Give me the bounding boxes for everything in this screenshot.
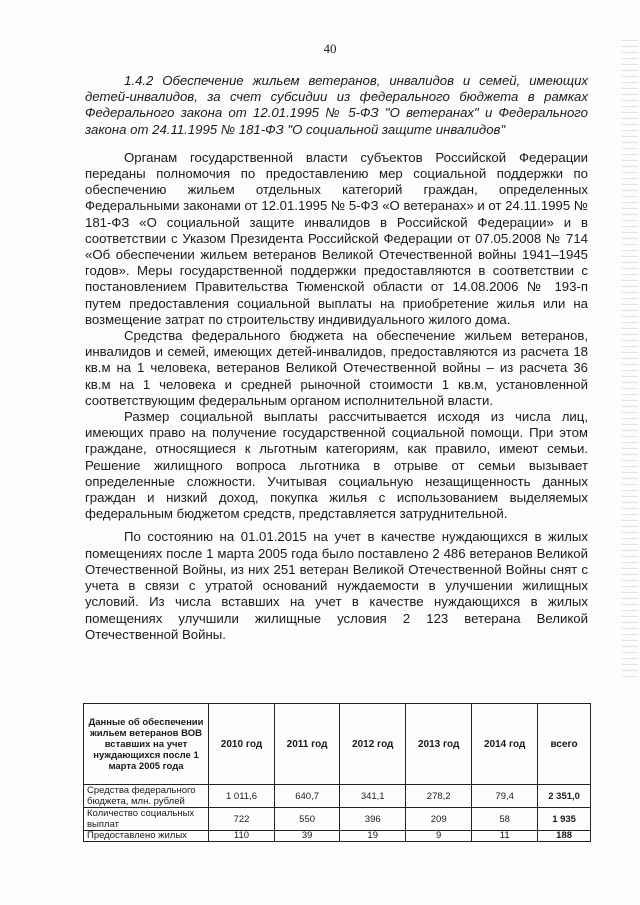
table-row	[84, 831, 591, 842]
column-header: 2013 год	[406, 704, 472, 785]
paragraph-4: По состоянию на 01.01.2015 на учет в качестве нуждающихся в жилых помещениях после 1 марта 2005 года было поставлено 2 486 ветеранов Великой Отечественной Войны, из них 251 ветеран Великой Отечественной Войны снят с учета в связи с утратой оснований нуждаемости в улучшении жилищных условий. Из числа вставших на учет в качестве нуждающихся в жилых помещениях улучшили жилищные условия 2 123 ветерана Великой Отечественной Войны.	[85, 529, 588, 642]
column-header: 2012 год	[340, 704, 406, 785]
table-header-label: Данные об обеспечении жильем ветеранов ВОВ вставших на учет нуждающихся после 1 марта 2005 года	[84, 704, 209, 785]
row-label: Предоставлено жилых	[84, 831, 209, 842]
table-row	[84, 785, 591, 808]
table-cell: 11	[472, 831, 538, 842]
table-cell: 550	[274, 808, 339, 831]
table-cell: 79,4	[472, 785, 538, 808]
column-header: 2010 год	[209, 704, 275, 785]
page-number: 40	[323, 41, 337, 56]
document-body	[85, 73, 588, 643]
table-cell-total: 1 935	[538, 808, 591, 831]
table-cell: 19	[340, 831, 406, 842]
table-cell-total: 188	[538, 831, 591, 842]
row-label: Средства федерального бюджета, млн. рублей	[84, 785, 209, 808]
paragraph-2: Средства федерального бюджета на обеспечение жильем ветеранов, инвалидов и семей, имеющих детей-инвалидов, предоставляются из расчета 18 кв.м на 1 человека, ветеранов Великой Отечественной войны – из расчета 36 кв.м на 1 человека и средней рыночной стоимости 1 кв.м, установленной соответствующим федеральным органом исполнительной власти.	[85, 328, 588, 408]
section-heading: 1.4.2 Обеспечение жильем ветеранов, инвалидов и семей, имеющих детей-инвалидов, за счет субсидии из федерального бюджета в рамках Федерального закона от 12.01.1995 № 5-ФЗ "О ветеранах" и Федерального закона от 24.11.1995 № 181-ФЗ "О социальной защите инвалидов"	[85, 73, 588, 137]
table-cell: 58	[472, 808, 538, 831]
table-cell: 278,2	[406, 785, 472, 808]
table-cell: 39	[274, 831, 339, 842]
table-cell: 9	[406, 831, 472, 842]
table-cell: 1 011,6	[209, 785, 275, 808]
column-header: всего	[538, 704, 591, 785]
veterans-housing-table	[83, 703, 591, 842]
table-cell-total: 2 351,0	[538, 785, 591, 808]
table-cell: 341,1	[340, 785, 406, 808]
table-cell: 209	[406, 808, 472, 831]
scan-edge-artifact	[622, 40, 638, 680]
table-cell: 396	[340, 808, 406, 831]
row-label: Количество социальных выплат	[84, 808, 209, 831]
table-header-row	[84, 704, 591, 785]
paragraph-1: Органам государственной власти субъектов Российской Федерации переданы полномочия по предоставлению мер социальной поддержки по обеспечению жильем отдельных категорий граждан, определенных Федеральными законами от 12.01.1995 № 5-ФЗ «О ветеранах» и от 24.11.1995 № 181-ФЗ «О социальной защите инвалидов в Российской Федерации» и в соответствии с Указом Президента Российской Федерации от 07.05.2008 № 714 «Об обеспечении жильем ветеранов Великой Отечественной войны 1941–1945 годов». Меры государственной поддержки предоставляются в соответствии с постановлением Правительства Тюменской области от 14.08.2006 № 193-п путем предоставления социальной выплаты на приобретение жилья или на возмещение затрат по строительству индивидуального жилого дома.	[85, 149, 588, 327]
table-row	[84, 808, 591, 831]
paragraph-3: Размер социальной выплаты рассчитывается исходя из числа лиц, имеющих право на получение государственной социальной помощи. При этом граждане, относящиеся к льготным категориям, как правило, имеют семьи. Решение жилищного вопроса льготника в отрыве от семьи вызывает определенные сложности. Учитывая социальную незащищенность данных граждан и низкий доход, покупка жилья с использованием выделяемых федеральным бюджетом средств, представляется затруднительной.	[85, 409, 588, 522]
column-header: 2014 год	[472, 704, 538, 785]
table-cell: 722	[209, 808, 275, 831]
column-header: 2011 год	[274, 704, 339, 785]
table-cell: 110	[209, 831, 275, 842]
table-cell: 640,7	[274, 785, 339, 808]
